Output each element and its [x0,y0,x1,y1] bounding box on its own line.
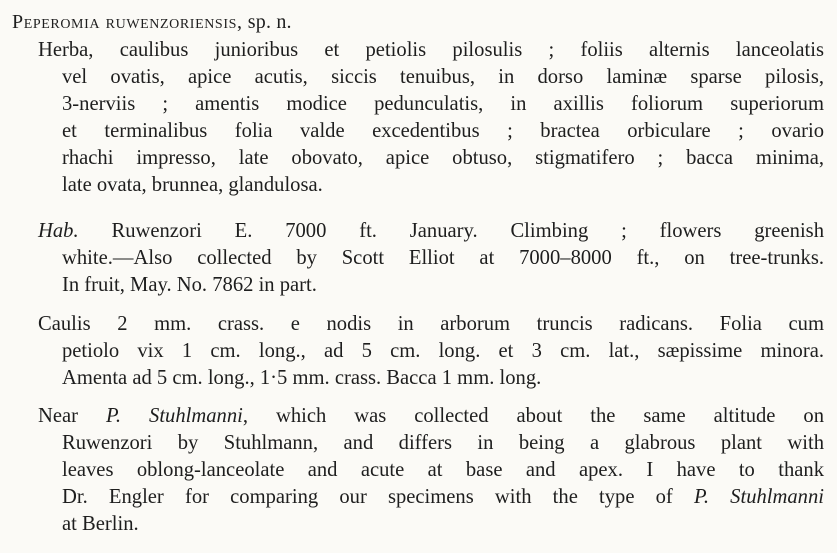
habitat-line [38,218,824,245]
description-line: late ovata, brunnea, glandulosa. [62,174,323,196]
note-line-text: Dr. Engler for comparing our specimens with the type of [62,486,694,508]
species-reference: P. Stuhlmanni [693,486,824,508]
measurements-line: Caulis 2 mm. crass. e nodis in arborum truncis radicans. Folia cum [38,313,824,335]
habitat-label: Hab. [38,220,79,242]
description-line: 3-nerviis ; amentis modice pedunculatis, in axillis foliorum superiorum [62,93,824,115]
note-line-text: , which was collected about the same altitude on [242,405,824,427]
note-line: leaves oblong-lanceolate and acute at base and apex. I have to thank [62,459,824,481]
note-line [38,403,824,430]
measurements-line: petiolo vix 1 cm. long., ad 5 cm. long. et 3 cm. lat., sæpissime minora. [62,340,824,362]
species-heading [12,8,292,36]
note-line [62,484,824,511]
note-line: Ruwenzori by Stuhlmann, and differs in being a glabrous plant with [62,432,824,454]
description-line: Herba, caulibus junioribus et petiolis pilosulis ; foliis alternis lanceolatis [38,39,824,61]
habitat-paragraph [38,218,824,299]
note-paragraph [38,403,824,538]
description-line: rhachi impresso, late obovato, apice obtuso, stigmatifero ; bacca minima, [62,147,824,169]
description-line: et terminalibus folia valde excedentibus ; bractea orbiculare ; ovario [62,120,824,142]
description-line: vel ovatis, apice acutis, siccis tenuibus, in dorso laminæ sparse pilosis, [62,66,824,88]
habitat-line-text: Ruwenzori E. 7000 ft. January. Climbing ; flowers greenish [78,220,824,242]
note-prefix: Near [38,405,106,427]
measurements-line: Amenta ad 5 cm. long., 1·5 mm. crass. Bacca 1 mm. long. [62,367,542,389]
habitat-line: white.—Also collected by Scott Elliot at 7000–8000 ft., on tree-trunks. [62,247,824,269]
species-reference: P. Stuhlmanni [105,405,243,427]
measurements-paragraph [38,311,824,392]
species-suffix: sp. n. [242,11,292,33]
species-name: Peperomia ruwenzoriensis, [12,11,243,33]
note-line: at Berlin. [62,513,139,535]
latin-description [38,37,824,199]
habitat-line: In fruit, May. No. 7862 in part. [62,274,317,296]
